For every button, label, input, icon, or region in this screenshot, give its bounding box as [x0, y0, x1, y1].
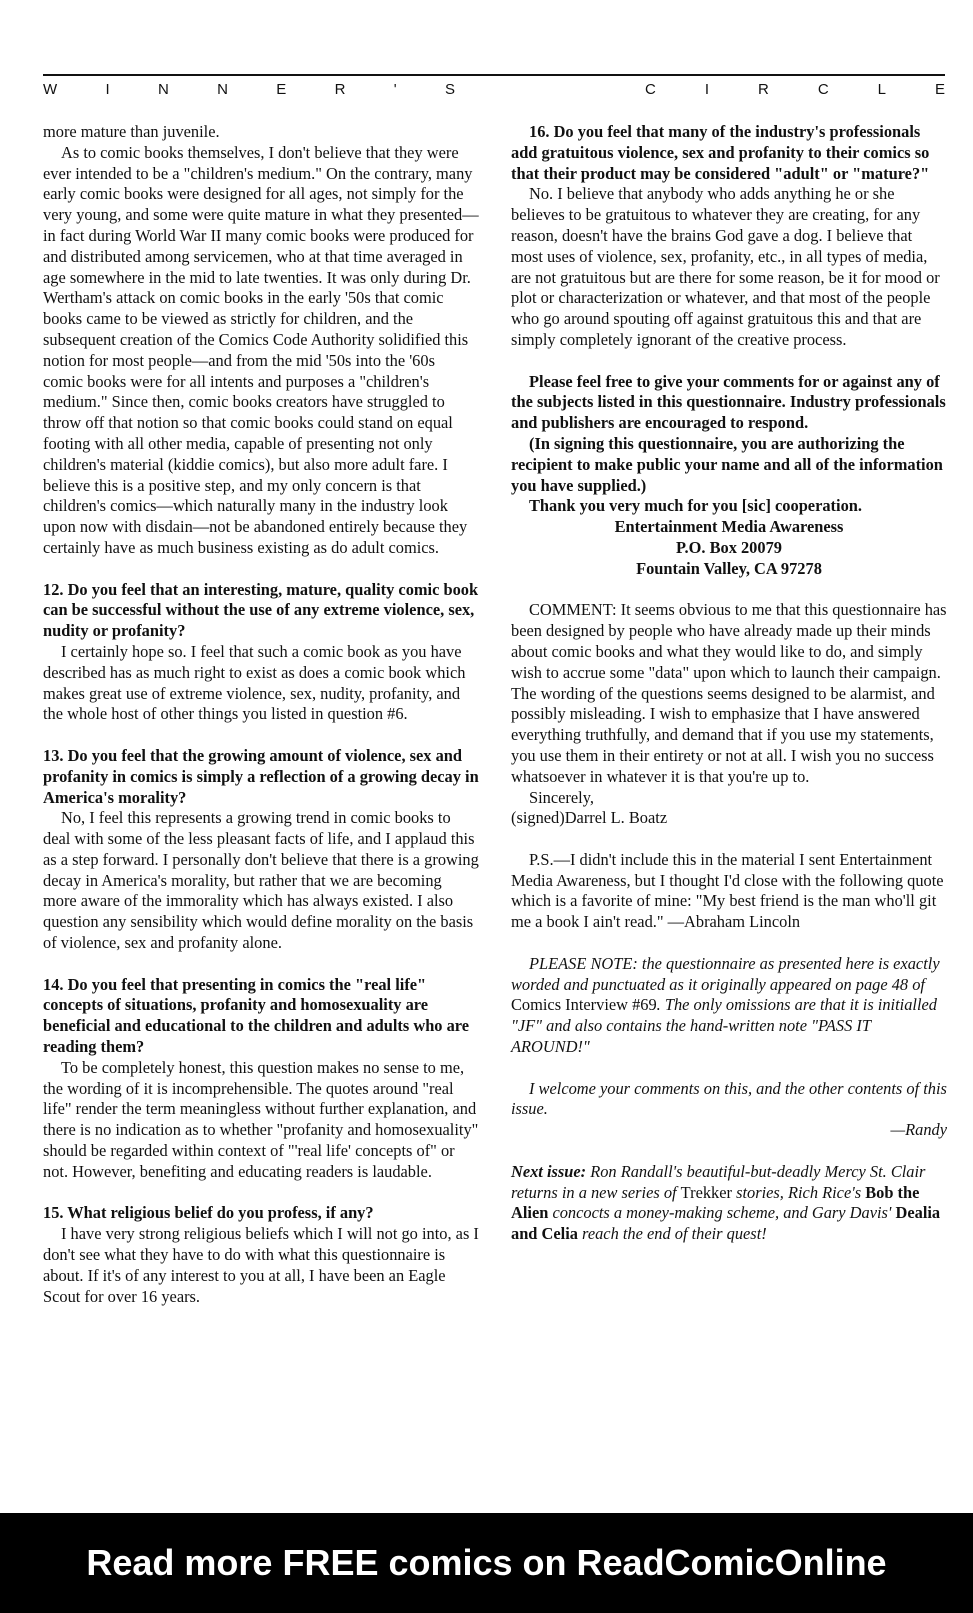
- promo-banner[interactable]: [0, 1513, 973, 1613]
- notice-authorization: (In signing this questionnaire, you are authorizing the recipient to make public your name and all of the information you have supplied.): [511, 433, 943, 495]
- next-issue: [511, 1162, 947, 1245]
- paragraph: more mature than juvenile.: [43, 122, 220, 141]
- header-circle: [645, 81, 945, 98]
- next-title: Bob the Alien: [511, 1182, 920, 1223]
- header-letter: W: [43, 80, 58, 98]
- header-letter: R: [334, 80, 346, 98]
- question-13: 13. Do you feel that the growing amount of violence, sex and profanity in comics is simply a reflection of a growing decay in America's morality?: [43, 745, 479, 807]
- question-12: 12. Do you feel that an interesting, mature, quality comic book can be successful without the use of any extreme violence, sex, nudity or profanity?: [43, 579, 479, 641]
- next-text: stories, Rich Rice's: [731, 1182, 866, 1202]
- next-text: concocts a money-making scheme, and Gary Davis': [548, 1203, 896, 1223]
- question-16: 16. Do you feel that many of the industry's professionals add gratuitous violence, sex and profanity to their comics so that their product may be considered "adult" or "mature?": [511, 122, 930, 183]
- header-letter: S: [444, 80, 455, 98]
- editor-welcome: I welcome your comments on this, and the other contents of this issue.: [511, 1078, 947, 1119]
- paragraph: As to comic books themselves, I don't believe that they were ever intended to be a "children's medium." On the contrary, many early comic books were designed for all ages, not simply for the very young, and some were quite mature in what they presented—in fact during World War II many comic books were produced for and distributed among servicemen, who at that time averaged in age somewhere in the mid to late twenties. It was only during Dr. Wertham's attack on comic books in the early '50s that comic books came to be viewed as strictly for children, and the subsequent creation of the Comics Code Authority solidified this notion for most people—and from the mid '50s into the '60s comic books were for all intents and purposes a "children's medium." Since then, comic books creators have struggled to throw off that notion so that comic books could stand on equal footing with all other media, capable of presenting not only children's material (kiddie comics), but also more adult fare. I believe this is a positive step, and my only concern is that children's comics—which naturally many in the industry look upon now with disdain—not be abandoned entirely because they certainly have as much business existing as do adult comics.: [43, 142, 479, 557]
- next-title: Dealia and Celia: [511, 1203, 941, 1244]
- next-title: Trekker: [680, 1182, 732, 1202]
- header-letter: ': [393, 80, 397, 98]
- thanks-line: Thank you very much for you [sic] cooperation.: [529, 496, 862, 516]
- header-letter: E: [934, 80, 945, 98]
- header-letter: C: [645, 80, 656, 98]
- question-14: 14. Do you feel that presenting in comics the "real life" concepts of situations, profanity and homosexuality are beneficial and educational to the children and adults who are reading them?: [43, 974, 470, 1057]
- postscript: P.S.—I didn't include this in the material I sent Entertainment Media Awareness, but I thought I'd close with the following quote which is a favorite of mine: "My best friend is the man who'll git me a book I ain't read." —Abraham Lincoln: [511, 849, 944, 932]
- left-column: [43, 122, 479, 1307]
- note-text: . The only omissions are that it is initialled "JF" and also contains the hand-written note "PASS IT AROUND!": [511, 995, 937, 1057]
- po-box: P.O. Box 20079: [676, 537, 782, 557]
- question-15: 15. What religious belief do you profess, if any?: [43, 1203, 374, 1223]
- org-name: Entertainment Media Awareness: [614, 517, 844, 537]
- answer-15: I have very strong religious beliefs which I will not go into, as I don't see what they have to do with what this questionnaire is about. If it's of any interest to you at all, I have been an Eagle Scout for over 16 years.: [43, 1224, 479, 1306]
- answer-12: I certainly hope so. I feel that such a comic book as you have described has as much right to exist as does a comic book which makes great use of extreme violence, sex, nudity, profanity, and the whole host of other things you listed in question #6.: [43, 641, 466, 724]
- answer-13: No, I feel this represents a growing trend in comic books to deal with some of the less pleasant facts of life, and I applaud this as a step forward. I personally don't believe that there is a growing decay in America's morality, but rather that we are becoming more aware of the immorality which has always existed. I also question any sensibility which would define morality on the basis of violence, sex and profanity alone.: [43, 808, 479, 953]
- header-letter: L: [877, 80, 886, 98]
- next-text: reach the end of their quest!: [577, 1224, 767, 1244]
- editor-note: [511, 954, 947, 1058]
- header-letter: E: [276, 80, 287, 98]
- header-letter: C: [817, 80, 829, 98]
- sincerely: Sincerely,: [529, 787, 594, 807]
- header-letter: I: [105, 80, 110, 98]
- editor-signoff: —Randy: [890, 1120, 947, 1140]
- header-letter: I: [704, 80, 709, 98]
- signature: (signed)Darrel L. Boatz: [511, 808, 668, 828]
- header-winners: [43, 81, 455, 98]
- header-letter: N: [157, 80, 169, 98]
- next-issue-label: Next issue:: [511, 1161, 587, 1181]
- promo-text[interactable]: Read more FREE comics on ReadComicOnline: [86, 1542, 887, 1583]
- right-column: [511, 122, 947, 1245]
- city-line: Fountain Valley, CA 97278: [636, 558, 822, 578]
- answer-14: To be completely honest, this question makes no sense to me, the wording of it is incomprehensible. The quotes around "real life" render the term meaningless without further explanation, and there is no indication as to whether "profanity and homosexuality" should be regarded within context of "'real life' concepts of" or not. However, benefiting and educating readers is laudable.: [43, 1057, 479, 1181]
- answer-16: No. I believe that anybody who adds anything he or she believes to be gratuitous to whatever they are creating, for any reason, doesn't have the brains God gave a dog. I believe that most uses of violence, sex, profanity, etc., in all types of media, are not gratuitous but are there for some reason, be it for mood or plot or characterization or whatever, and that most of the people who go around spouting off against gratuitous this and that are simply completely ignorant of the creative process.: [511, 184, 940, 349]
- comment: COMMENT: It seems obvious to me that this questionnaire has been designed by people who have already made up their minds about comic books and what they would like to do, and simply wish to accrue some "data" upon which to launch their campaign. The wording of the questions seems designed to be alarmist, and possibly misleading. I wish to emphasize that I have answered everything truthfully, and demand that if you use my statements, you use them in their entirety or not at all. I wish you no success whatsoever in whatever it is that you're up to.: [511, 600, 947, 786]
- notice-comments: Please feel free to give your comments for or against any of the subjects listed in this questionnaire. Industry professionals and publishers are encouraged to respond.: [511, 371, 946, 433]
- next-text: Ron Randall's beautiful-but-deadly Mercy St. Clair returns in a new series of: [511, 1161, 926, 1202]
- header-letter: N: [217, 80, 228, 98]
- header-letter: R: [757, 80, 769, 98]
- header-rule: [43, 74, 945, 76]
- note-title: Comics Interview #69: [511, 995, 657, 1015]
- page-header: [43, 79, 945, 99]
- note-text: PLEASE NOTE: the questionnaire as presented here is exactly worded and punctuated as it originally appeared on page 48 of: [511, 953, 940, 994]
